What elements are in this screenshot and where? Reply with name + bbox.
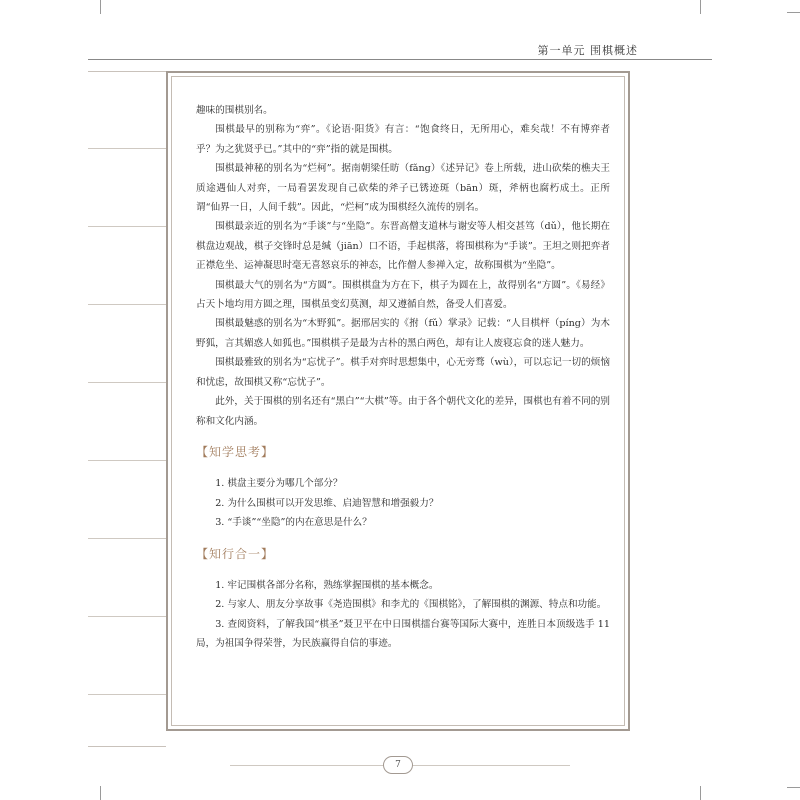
side-divider bbox=[88, 148, 166, 149]
side-divider bbox=[88, 226, 166, 227]
section-title-practice: 【知行合一】 bbox=[196, 546, 275, 561]
question-item: 2. 为什么围棋可以开发思维、启迪智慧和增强毅力？ bbox=[215, 497, 439, 509]
side-divider bbox=[88, 304, 166, 305]
practice-item: 2. 与家人、朋友分享故事《尧造围棋》和李尤的《围棋铭》，了解围棋的渊源、特点和功能。 bbox=[215, 599, 607, 611]
body-paragraph: 此外，关于围棋的别名还有“黑白”“大棋”等。由于各个朝代文化的差异，围棋也有着不同的别称和文化内涵。 bbox=[196, 396, 610, 427]
crop-mark bbox=[100, 786, 101, 800]
crop-mark bbox=[700, 0, 701, 14]
page-number: 7 bbox=[383, 756, 413, 774]
question-item: 1. 棋盘主要分为哪几个部分？ bbox=[215, 478, 343, 490]
body-paragraph: 趣味的围棋别名。 bbox=[196, 105, 273, 116]
practice-item: 1. 牢记围棋各部分名称，熟练掌握围棋的基本概念。 bbox=[215, 579, 439, 591]
body-paragraph: 围棋最魅惑的别名为“木野狐”。据邢居实的《拊（fǔ）掌录》记载：“人目棋枰（píng）为木野狐，言其媚惑人如狐也。”围棋棋子是最为古朴的黑白两色，却有让人废寝忘食的迷人魅力。 bbox=[196, 318, 610, 349]
body-paragraph: 围棋最早的别称为“弈”。《论语·阳货》有言：“饱食终日，无所用心，难矣哉！不有博弈者乎？为之犹贤乎已。”其中的“弈”指的就是围棋。 bbox=[196, 124, 610, 155]
crop-mark bbox=[787, 787, 800, 788]
header-rule bbox=[88, 59, 712, 60]
side-divider bbox=[88, 538, 166, 539]
body-paragraph: 围棋最亲近的别名为“手谈”与“坐隐”。东晋高僧支道林与谢安等人相交甚笃（dǔ），他长期在棋盘边观战，棋子交锋时总是缄（jiān）口不语，手起棋落，将围棋称为“手谈”。王坦之则把弈者正襟危坐、运神凝思时毫无喜怒哀乐的神态，比作僧人参禅入定，故称围棋为“坐隐”。 bbox=[196, 221, 610, 272]
side-divider bbox=[88, 694, 166, 695]
crop-mark bbox=[787, 12, 800, 13]
side-divider bbox=[88, 460, 166, 461]
section-title-think: 【知学思考】 bbox=[196, 444, 275, 459]
side-margin-box bbox=[88, 71, 166, 747]
question-item: 3. “手谈”“坐隐”的内在意思是什么？ bbox=[215, 517, 372, 529]
body-paragraph: 围棋最大气的别名为“方圆”。围棋棋盘为方在下，棋子为圆在上，故得别名“方圆”。《易经》占天卜地均用方圆之理，围棋虽变幻莫测，却又遵循自然，备受人们喜爱。 bbox=[196, 279, 610, 311]
side-divider bbox=[88, 616, 166, 617]
side-divider bbox=[88, 382, 166, 383]
crop-mark bbox=[100, 0, 101, 14]
body-paragraph: 围棋最雅致的别名为“忘忧子”。棋手对弈时思想集中，心无旁骛（wù），可以忘记一切的烦恼和忧虑，故围棋又称“忘忧子”。 bbox=[196, 357, 610, 388]
page-content bbox=[196, 101, 610, 654]
chapter-header: 第一单元 围棋概述 bbox=[537, 44, 638, 57]
practice-item: 3. 查阅资料，了解我国“棋圣”聂卫平在中日围棋擂台赛等国际大赛中，连胜日本顶级选手 11 局，为祖国争得荣誉，为民族赢得自信的事迹。 bbox=[196, 618, 610, 650]
crop-mark bbox=[700, 786, 701, 800]
body-paragraph: 围棋最神秘的别名为“烂柯”。据南朝梁任昉（fǎng）《述异记》卷上所载，进山砍柴的樵夫王质途遇仙人对弈，一局看罢发现自己砍柴的斧子已锈迹斑（bān）斑，斧柄也腐朽成土。正所谓“仙界一日，人间千载”。因此，“烂柯”成为围棋经久流传的别名。 bbox=[196, 163, 610, 214]
